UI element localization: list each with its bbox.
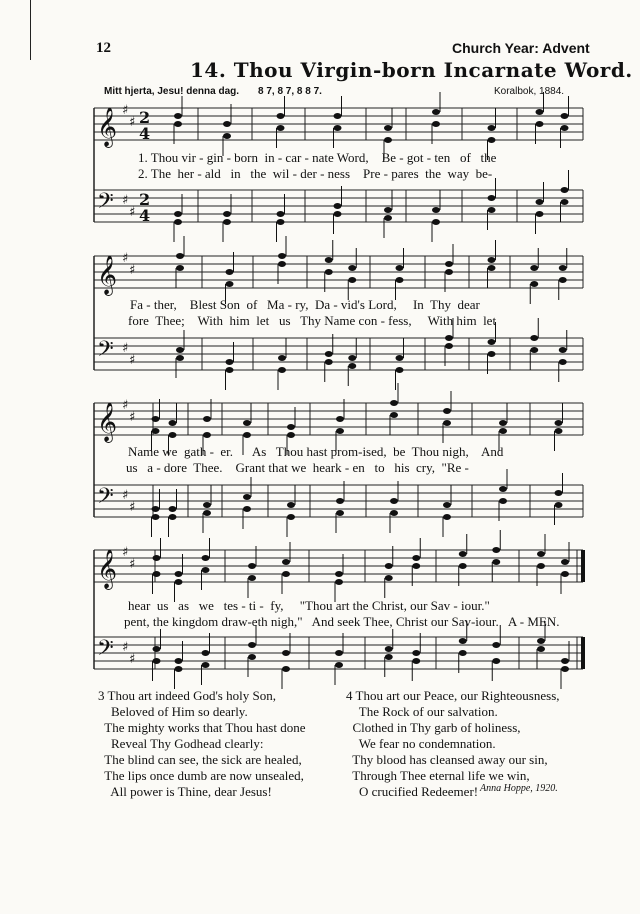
sharp-key-signature: ♯: [122, 640, 129, 655]
note-head: [412, 563, 420, 569]
note-head: [492, 642, 500, 648]
note-head: [325, 269, 333, 275]
note-head: [530, 335, 538, 341]
note-head: [152, 514, 160, 520]
bass-clef: 𝄢: [97, 189, 114, 219]
note-head: [169, 514, 177, 520]
note-head: [530, 281, 538, 287]
note-head: [174, 211, 182, 217]
note-head: [530, 265, 538, 271]
note-head: [278, 261, 286, 267]
note-head: [396, 277, 404, 283]
note-head: [499, 428, 507, 434]
note-head: [492, 547, 500, 553]
time-signature: 2: [139, 108, 151, 127]
note-head: [537, 563, 545, 569]
sharp-key-signature: ♯: [122, 341, 129, 356]
note-head: [335, 650, 343, 656]
stanza-line: The Rock of our salvation.: [346, 704, 498, 719]
sharp-key-signature: ♯: [129, 652, 136, 667]
note-head: [561, 559, 569, 565]
note-head: [390, 510, 398, 516]
note-head: [175, 666, 183, 672]
note-head: [153, 571, 161, 577]
note-head: [384, 137, 392, 143]
note-head: [412, 650, 420, 656]
note-head: [202, 567, 210, 573]
note-head: [348, 363, 356, 369]
note-head: [152, 506, 160, 512]
note-head: [153, 658, 161, 664]
note-head: [555, 502, 563, 508]
note-head: [559, 359, 567, 365]
note-head: [223, 121, 231, 127]
note-head: [325, 257, 333, 263]
note-head: [384, 207, 392, 213]
note-head: [561, 187, 569, 193]
note-head: [169, 432, 177, 438]
note-head: [153, 555, 161, 561]
note-head: [445, 335, 453, 341]
note-head: [248, 563, 256, 569]
tune-name: Mitt hjerta, Jesu! denna dag.: [104, 86, 240, 97]
note-head: [555, 420, 563, 426]
note-head: [336, 510, 344, 516]
note-head: [325, 359, 333, 365]
note-head: [390, 400, 398, 406]
note-head: [325, 351, 333, 357]
note-head: [277, 219, 285, 225]
note-head: [175, 658, 183, 664]
bass-clef: 𝄢: [97, 337, 114, 367]
note-head: [559, 277, 567, 283]
note-head: [248, 654, 256, 660]
hymn-title: 14. Thou Virgin-born Incarnate Word.: [190, 58, 633, 82]
time-signature: 4: [139, 206, 151, 225]
note-head: [203, 510, 211, 516]
note-head: [335, 579, 343, 585]
note-head: [459, 638, 467, 644]
stanza-line: Thy blood has cleansed away our sin,: [346, 752, 548, 767]
note-head: [384, 125, 392, 131]
sharp-key-signature: ♯: [122, 398, 129, 413]
note-head: [559, 265, 567, 271]
stanza-line: The lips once dumb are now unsealed,: [98, 768, 304, 783]
note-head: [488, 351, 496, 357]
note-head: [348, 265, 356, 271]
sharp-key-signature: ♯: [129, 353, 136, 368]
note-head: [443, 420, 451, 426]
note-head: [336, 416, 344, 422]
note-head: [530, 347, 538, 353]
note-head: [226, 359, 234, 365]
note-head: [499, 420, 507, 426]
note-head: [561, 113, 569, 119]
note-head: [243, 432, 251, 438]
stanza-line: O crucified Redeemer!: [346, 784, 479, 799]
note-head: [287, 432, 295, 438]
stanza-line: 3 Thou art indeed God's holy Son,: [98, 688, 276, 703]
note-head: [203, 502, 211, 508]
note-head: [445, 269, 453, 275]
note-head: [226, 367, 234, 373]
lyric-line: hear us as we tes - ti - fy, "Thou art the Christ, our Sav - iour.": [128, 598, 490, 613]
treble-clef: 𝄞: [97, 549, 118, 589]
note-head: [488, 257, 496, 263]
note-head: [561, 666, 569, 672]
note-head: [248, 642, 256, 648]
note-head: [396, 367, 404, 373]
note-head: [243, 494, 251, 500]
note-head: [278, 355, 286, 361]
time-signature: 4: [139, 124, 151, 143]
note-head: [202, 650, 210, 656]
note-head: [459, 551, 467, 557]
lyric-line: Fa - ther, Blest Son of Ma - ry, Da - vid's Lord, In Thy dear: [130, 297, 480, 312]
note-head: [537, 551, 545, 557]
lyric-line: us a - dore Thee. Grant that we heark - en to his cry, "Re -: [126, 460, 469, 475]
note-head: [174, 113, 182, 119]
note-head: [175, 571, 183, 577]
note-head: [335, 662, 343, 668]
lyric-line: pent, the kingdom draw-eth nigh," And seek Thee, Christ our Sav-iour. A - MEN.: [124, 614, 560, 629]
note-head: [176, 253, 184, 259]
sharp-key-signature: ♯: [122, 488, 129, 503]
note-head: [176, 355, 184, 361]
stanza-line: All power is Thine, dear Jesus!: [98, 784, 272, 799]
sharp-key-signature: ♯: [122, 103, 129, 118]
meter: 8 7, 8 7, 8 8 7.: [258, 86, 322, 97]
note-head: [278, 253, 286, 259]
note-head: [282, 650, 290, 656]
note-head: [287, 514, 295, 520]
note-head: [223, 219, 231, 225]
note-head: [536, 199, 544, 205]
note-head: [536, 211, 544, 217]
note-head: [488, 125, 496, 131]
note-head: [561, 571, 569, 577]
note-head: [336, 498, 344, 504]
note-head: [390, 412, 398, 418]
note-head: [223, 211, 231, 217]
note-head: [282, 559, 290, 565]
note-head: [202, 662, 210, 668]
stanza-line: The mighty works that Thou hast done: [98, 720, 306, 735]
bass-clef: 𝄢: [97, 636, 114, 666]
note-head: [396, 265, 404, 271]
lyric-line: 1. Thou vir - gin - born in - car - nate Word, Be - got - ten of the: [138, 150, 497, 165]
note-head: [153, 646, 161, 652]
note-head: [203, 416, 211, 422]
note-head: [385, 563, 393, 569]
note-head: [443, 514, 451, 520]
note-head: [459, 563, 467, 569]
note-head: [443, 502, 451, 508]
sharp-key-signature: ♯: [129, 115, 136, 130]
note-head: [488, 207, 496, 213]
note-head: [445, 261, 453, 267]
author-credit: Anna Hoppe, 1920.: [480, 783, 558, 794]
note-head: [385, 654, 393, 660]
note-head: [537, 646, 545, 652]
sharp-key-signature: ♯: [122, 251, 129, 266]
treble-clef: 𝄞: [97, 107, 118, 147]
lyric-line: Name we gath - er. As Thou hast prom-ised, be Thou nigh, And: [128, 444, 504, 459]
note-head: [334, 125, 342, 131]
note-head: [561, 125, 569, 131]
note-head: [390, 498, 398, 504]
note-head: [385, 575, 393, 581]
stanza-line: We fear no condemnation.: [346, 736, 496, 751]
note-head: [335, 571, 343, 577]
note-head: [176, 347, 184, 353]
note-head: [561, 199, 569, 205]
lyric-line: 2. The her - ald in the wil - der - ness Pre - pares the way be-: [138, 166, 493, 181]
sharp-key-signature: ♯: [129, 410, 136, 425]
note-head: [396, 355, 404, 361]
note-head: [432, 219, 440, 225]
sharp-key-signature: ♯: [122, 545, 129, 560]
note-head: [488, 137, 496, 143]
note-head: [282, 571, 290, 577]
sharp-key-signature: ♯: [122, 193, 129, 208]
note-head: [499, 486, 507, 492]
section-heading: Church Year: Advent: [452, 40, 590, 56]
note-head: [243, 506, 251, 512]
bass-clef: 𝄢: [97, 484, 114, 514]
treble-clef: 𝄞: [97, 402, 118, 442]
note-head: [492, 559, 500, 565]
note-head: [174, 219, 182, 225]
sharp-key-signature: ♯: [129, 205, 136, 220]
note-head: [243, 420, 251, 426]
stanza-line: Through Thee eternal life we win,: [346, 768, 530, 783]
stanza-line: Beloved of Him so dearly.: [98, 704, 248, 719]
note-head: [459, 650, 467, 656]
note-head: [336, 428, 344, 434]
note-head: [348, 277, 356, 283]
note-head: [443, 408, 451, 414]
note-head: [152, 428, 160, 434]
time-signature: 2: [139, 190, 151, 209]
note-head: [536, 121, 544, 127]
note-head: [202, 555, 210, 561]
note-head: [334, 211, 342, 217]
note-head: [203, 432, 211, 438]
stanza-line: Clothed in Thy garb of holiness,: [346, 720, 521, 735]
note-head: [492, 658, 500, 664]
note-head: [348, 355, 356, 361]
note-head: [499, 498, 507, 504]
note-head: [488, 195, 496, 201]
page-number: 12: [96, 40, 111, 56]
note-head: [412, 555, 420, 561]
lyric-line: fore Thee; With him let us Thy Name con - fess, With him let: [128, 313, 497, 328]
note-head: [226, 269, 234, 275]
note-head: [287, 424, 295, 430]
note-head: [287, 502, 295, 508]
note-head: [223, 133, 231, 139]
note-head: [277, 211, 285, 217]
note-head: [277, 113, 285, 119]
stanza-line: Reveal Thy Godhead clearly:: [98, 736, 264, 751]
note-head: [432, 207, 440, 213]
note-head: [334, 203, 342, 209]
sharp-key-signature: ♯: [129, 500, 136, 515]
note-head: [176, 265, 184, 271]
stanza-line: 4 Thou art our Peace, our Righteousness,: [346, 688, 560, 703]
note-head: [432, 109, 440, 115]
note-head: [248, 575, 256, 581]
note-head: [537, 638, 545, 644]
note-head: [432, 121, 440, 127]
note-head: [277, 125, 285, 131]
note-head: [561, 658, 569, 664]
note-head: [174, 121, 182, 127]
note-head: [559, 347, 567, 353]
stanza-3: [98, 688, 306, 800]
sharp-key-signature: ♯: [129, 263, 136, 278]
note-head: [169, 420, 177, 426]
note-head: [555, 490, 563, 496]
note-head: [169, 506, 177, 512]
treble-clef: 𝄞: [97, 255, 118, 295]
note-head: [412, 658, 420, 664]
note-head: [385, 646, 393, 652]
note-head: [334, 113, 342, 119]
sharp-key-signature: ♯: [129, 557, 136, 572]
note-head: [278, 367, 286, 373]
note-head: [488, 339, 496, 345]
note-head: [536, 109, 544, 115]
note-head: [555, 428, 563, 434]
tune-source: Koralbok, 1884.: [494, 86, 565, 97]
note-head: [488, 265, 496, 271]
note-head: [226, 281, 234, 287]
note-head: [282, 666, 290, 672]
note-head: [152, 416, 160, 422]
note-head: [384, 215, 392, 221]
note-head: [175, 579, 183, 585]
note-head: [445, 343, 453, 349]
stanza-line: The blind can see, the sick are healed,: [98, 752, 302, 767]
